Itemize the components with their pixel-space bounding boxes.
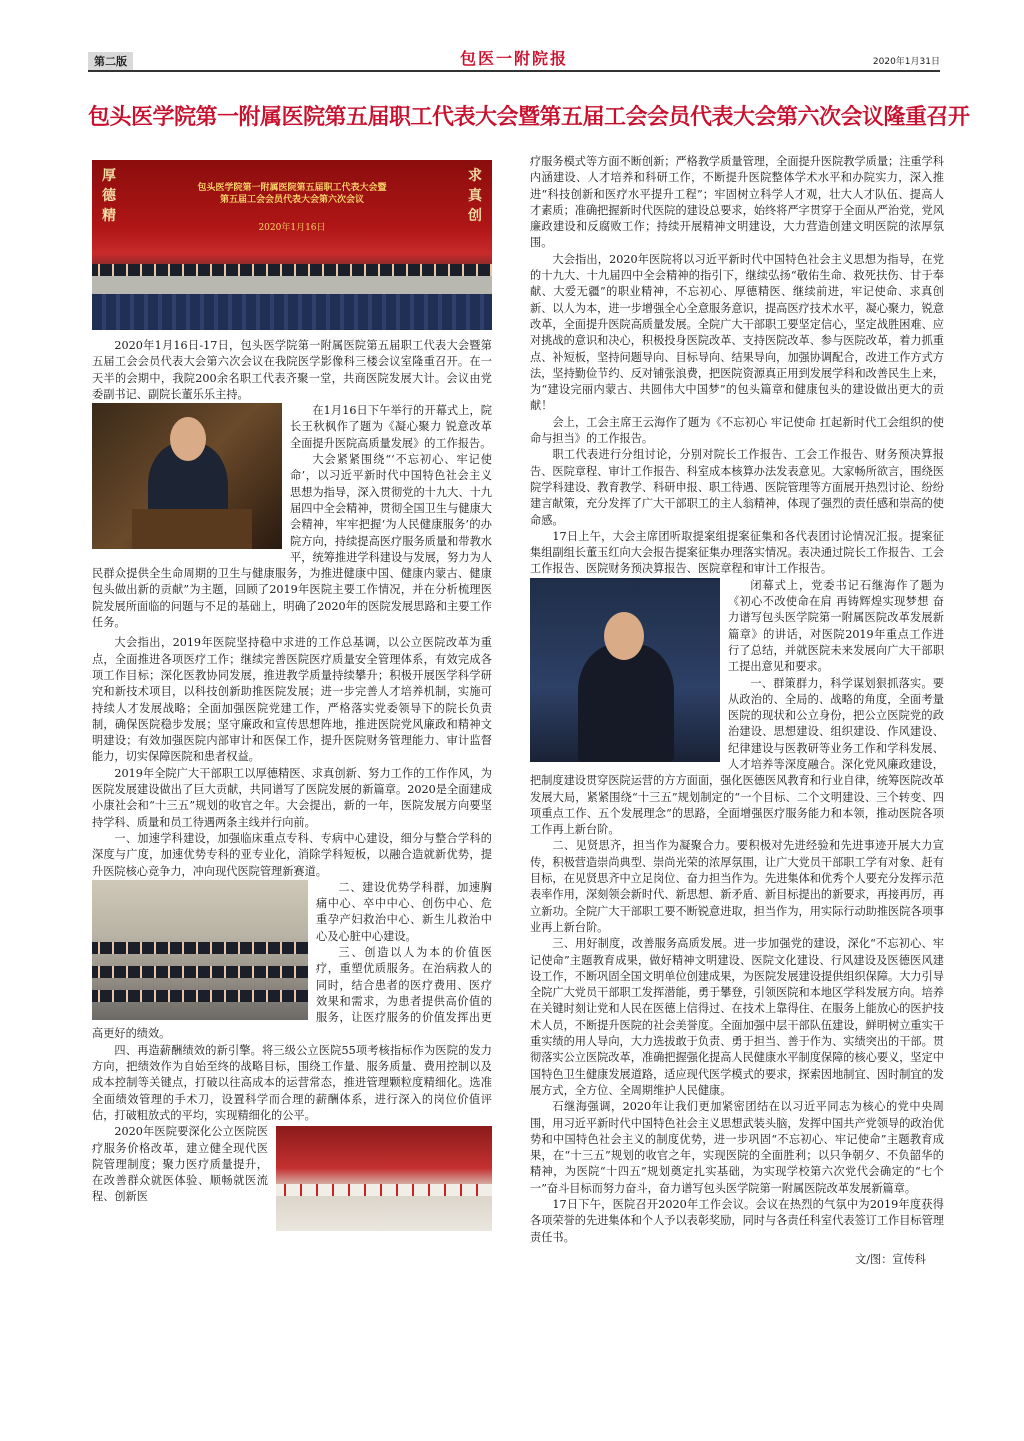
article-paragraph: 大会指出，2019年医院坚持稳中求进的工作总基调，以公立医院改革为重点，全面推进各项医疗工作；继续完善医院医疗质量安全管理体系，有效完成各项工作目标；深化医教协同发展，推进教学质量持续攀升；积极开展医学科学研究和新技术项目，以科技创新助推医院发展；进一步完善人才培养机制，实施可持续人才发展战略；全面加强医院党建工作，严格落实党委领导下的院长负责制，确保医院稳步发展；坚守廉政和宣传思想阵地，推进医院党风廉政和精神文明建设；有效加强医院内部审计和医保工作，提升医院财务管理能力、审计监督能力，切实保障医院和患者权益。: [92, 636, 492, 764]
banner-right-chars: 求真创: [468, 168, 482, 224]
podium: [132, 509, 252, 549]
issue-date: 2020年1月31日: [872, 57, 940, 67]
page-header: [88, 49, 940, 72]
headline: 包头医学院第一附属医院第五届职工代表大会暨第五届工会会员代表大会第六次会议隆重召开: [88, 105, 970, 130]
article-paragraph: 会上，工会主席王云海作了题为《不忘初心 牢记使命 扛起新时代工会组织的使命与担当》的工作报告。: [530, 415, 944, 446]
article-paragraph: 2020年1月16日-17日，包头医学院第一附属医院第五届职工代表大会暨第五届工会会员代表大会第六次会议在我院医学影像科三楼会议室隆重召开。在一天半的会期中，我院200余名职工代表齐聚一堂，共商医院发展大计。会议由党委副书记、副院长董乐乐主持。: [92, 339, 492, 401]
article-paragraph: 三、用好制度，改善服务高质发展。进一步加强党的建设，深化“不忘初心、牢记使命”主题教育成果，做好精神文明建设、医院文化建设、行风建设及医德医风建设工作，不断巩固全国文明单位创建成果，为医院发展建设提供组织保障。大力引导全院广大党员干部职工发挥潜能，勇于攀登，引领医院和本地区学科发展方向。培养在关键时刻让党和人民在医德上信得过、在技术上靠得住、在服务上能放心的医护技术人员，不断提升医院的社会美誉度。全面加强中层干部队伍建设，鲜明树立重实干重实绩的用人导向，大力选拔敢于负责、勇于担当、善于作为、实绩突出的干部。贯彻落实公立医院改革，准确把握强化提高人民健康水平制度保障的核心要义，坚定中国特色卫生健康发展道路，适应现代医学模式的要求，探索因地制宜、因时制宜的发展方式，全方位、全周期维护人民健康。: [530, 937, 944, 1097]
awardee-row: [276, 1184, 492, 1196]
speaker-photo-president: [92, 403, 282, 549]
presidium-table: [92, 276, 492, 294]
article-paragraph: 17日上午，大会主席团听取提案组提案征集和各代表团讨论情况汇报。提案征集组副组长董玉红向大会报告提案征集办理落实情况。表决通过院长工作报告、工会工作报告、医院财务预决算报告、医院章程和审计工作报告。: [530, 529, 944, 576]
article-paragraph: 一、加速学科建设，加强临床重点专科、专病中心建设，细分与整合学科的深度与广度，加速优势专科的亚专业化，消除学科短板，以融合造就新优势，提升医院核心竞争力，冲向现代医院管理新赛道。: [92, 831, 492, 878]
article-paragraph: 疗服务模式等方面不断创新；严格教学质量管理，全面提升医院教学质量；注重学科内涵建设、人才培养和科研工作，不断提升医院整体学术水平和办院实力，深入推进“科技创新和医疗水平提升工程”；牢固树立科学人才观，壮大人才队伍、提高人才素质；准确把握新时代医院的建设总要求，始终将严字贯穿于全面从严治党，党风廉政建设和反腐败工作；持续开展精神文明建设，大力营造创建文明医院的浓厚氛围。: [530, 155, 944, 250]
award-ceremony-photo: [276, 1126, 492, 1231]
attendee-row: [92, 990, 308, 1002]
banner-line-2: 第五届工会会员代表大会第六次会议: [219, 195, 364, 205]
edition-label: 第二版: [88, 52, 133, 70]
article-paragraph: 闭幕式上，党委书记石继海作了题为《初心不改使命在肩 再铸辉煌实现梦想 奋力谱写包头医学院第一附属医院改革发展新篇章》的讲话，对医院2019年重点工作进行了总结，并就医院未来发展向广大干部职工提出意见和要求。: [728, 578, 944, 674]
meeting-room-photo: [92, 880, 308, 1020]
article-paragraph: 17日下午，医院召开2020年工作会议。会议在热烈的气氛中为2019年度获得各项荣誉的先进集体和个人予以表彰奖励，同时与各责任科室代表签订工作目标管理责任书。: [530, 1198, 944, 1244]
article-paragraph: 一、群策群力，科学谋划狠抓落实。要从政治的、全局的、战略的角度，全面考量医院的现状和公立身份，把公立医院党的政治建设、思想建设、组织建设、作风建设、纪律建设与医教研等业务工作和学科发展、人才培养等深度融合。深化党风廉政建设，把制度建设贯穿医院运营的方方面面，强化医德医风教育和行业自律，统筹医院改革发展大局，紧紧围绕“十三五”规划制定的“一个目标、二个文明建设、三个转变、四项重点工作、五个发展理念”的思路，全面增强医疗服务能力和本领，推动医院各项工作再上新台阶。: [530, 676, 944, 837]
left-column: [92, 338, 492, 1383]
conference-banner: [172, 182, 412, 234]
article-credit: 文/图：宣传科: [855, 1252, 926, 1266]
article-paragraph: 职工代表进行分组讨论，分别对院长工作报告、工会工作报告、财务预决算报告、医院章程、审计工作报告、科室成本核算办法发表意见。大家畅所欲言，围绕医院学科建设、教育教学、科研申报、职工待遇、医院管理等方面展开热烈讨论、纷纷建言献策，充分发挥了广大干部职工的主人翁精神，体现了强烈的责任感和崇高的使命感。: [530, 448, 944, 527]
speaker-figure: [578, 644, 674, 762]
banner-left-chars: 厚德精: [102, 168, 116, 224]
article-paragraph: 四、再造薪酬绩效的新引擎。将三级公立医院55项考核指标作为医院的发力方向，把绩效作为自始至终的战略目标，围绕工作量、服务质量、费用控制以及成本控制等关键点，打破以往高成本的运营常态，推进管理颗粒度精细化。选准全面绩效管理的手术刀，设置科学而合理的薪酬体系，进行深入的岗位价值评估，打破粗放式的平均，实现精细化的公平。: [92, 1043, 492, 1122]
speaker-head: [170, 417, 206, 461]
article-paragraph: 在1月16日下午举行的开幕式上，院长王秋枫作了题为《凝心聚力 锐意改革 全面提升医院高质量发展》的工作报告。: [290, 404, 492, 450]
article-paragraph: 二、建设优势学科群，加速胸痛中心、卒中中心、创伤中心、危重孕产妇救治中心、新生儿救治中心及心脏中心建设。: [316, 880, 492, 943]
banner-line-1: 包头医学院第一附属医院第五届职工代表大会暨: [197, 183, 387, 193]
article-paragraph: 三、创造以人为本的价值医疗，重塑优质服务。在治病救人的同时，结合患者的医疗费用、医疗效果和需求，为患者提供高价值的服务，让医疗服务的价值发挥出更高更好的绩效。: [92, 945, 492, 1041]
article-paragraph: 大会指出，2020年医院将以习近平新时代中国特色社会主义思想为指导，在党的十九大、十九届四中全会精神的指引下，继续弘扬“敬佑生命、救死扶伤、甘于奉献、大爱无疆”的职业精神，不忘初心、厚德精医、继续前进，牢记使命、求真创新、以人为本，进一步增强全心全意服务意识，提高医疗技术水平，凝心聚力，锐意改革，全面提升医院高质量发展。全院广大干部职工要坚定信心，坚定战胜困难、应对挑战的意识和决心，积极投身医院改革、支持医院改革、参与医院改革，着力抓重点、补短板，坚持问题导向、目标导向、结果导向，加强协调配合，改进工作方式方法，坚持勤俭节约、反对铺张浪费，把医院资源真正用到发展学科和改善民生上来，为“建设完丽内蒙古、共圆伟大中国梦”的包头篇章和健康包头的建设做出更大的贡献！: [530, 252, 944, 413]
conference-hall-photo: [92, 160, 492, 330]
article-paragraph: 大会紧紧围绕“‘不忘初心、牢记使命’，以习近平新时代中国特色社会主义思想为指导，深入贯彻党的十九大、十九届四中全会精神，贯彻全国卫生与健康大会精神，牢牢把握‘为人民健康服务’的办院方向，持续提高医疗服务质量和带教水平，统筹推进学科建设与发展，努力为人民群众提供全生命周期的卫生与健康服务，为推进健康中国、健康内蒙古、健康包头做出新的贡献”为主题，回顾了2019年医院主要工作情况，并在分析梳理医院发展所面临的问题与不足的基础上，明确了2020年的医院发展思路和主要工作任务。: [92, 453, 492, 630]
article-paragraph: 石继海强调，2020年让我们更加紧密团结在以习近平同志为核心的党中央周围，用习近平新时代中国特色社会主义思想武装头脑，发挥中国共产党领导的政治优势和中国特色社会主义的制度优势，进一步巩固“不忘初心、牢记使命”主题教育成果，在“十三五”规划的收官之年，实现医院的全面胜利；以只争朝夕、不负韶华的精神，为医院“十四五”规划奠定扎实基础，为实现学校第六次党代会确定的“七个一”奋斗目标而努力奋斗，奋力谱写包头医学院第一附属医院改革发展新篇章。: [530, 1100, 944, 1195]
attendee-row: [92, 966, 308, 978]
article-paragraph: 2020年医院要深化公立医院医疗服务价格改革，建立健全现代医院管理制度；聚力医疗质量提升，在改善群众就医体验、顺畅就医流程、创新医: [92, 1125, 268, 1204]
article-paragraph: 2019年全院广大干部职工以厚德精医、求真创新、努力工作的工作作风，为医院发展建设做出了巨大贡献，共同谱写了医院发展的新篇章。2020是全面建成小康社会和“十三五”规划的收官之年。大会提出，新的一年，医院发展方向要坚持学科、质量和员工待遇两条主线并行向前。: [92, 766, 492, 829]
speaker-head: [604, 612, 644, 660]
article-paragraph: 二、见贤思齐，担当作为凝聚合力。要积极对先进经验和先进事迹开展大力宣传，积极营造崇尚典型、崇尚光荣的浓厚氛围，让广大党员干部职工学有对象、赶有目标，在见贤思齐中立足岗位、奋力担当作为。先进集体和优秀个人要充分发挥示范表率作用，深刻领会新时代、新思想、新矛盾、新目标提出的新要求，再接再厉，再立新功。全院广大干部职工要不断锐意进取，担当作为，用实际行动助推医院各项事业再上新台阶。: [530, 839, 944, 934]
right-column: [530, 154, 944, 1384]
speaker-photo-secretary: [530, 578, 720, 762]
attendee-row: [92, 942, 308, 954]
masthead: 包医一附院报: [459, 49, 568, 68]
presidium-row: [92, 264, 492, 276]
banner-date: 2020年1月16日: [258, 223, 326, 233]
audience-seats: [92, 294, 492, 330]
